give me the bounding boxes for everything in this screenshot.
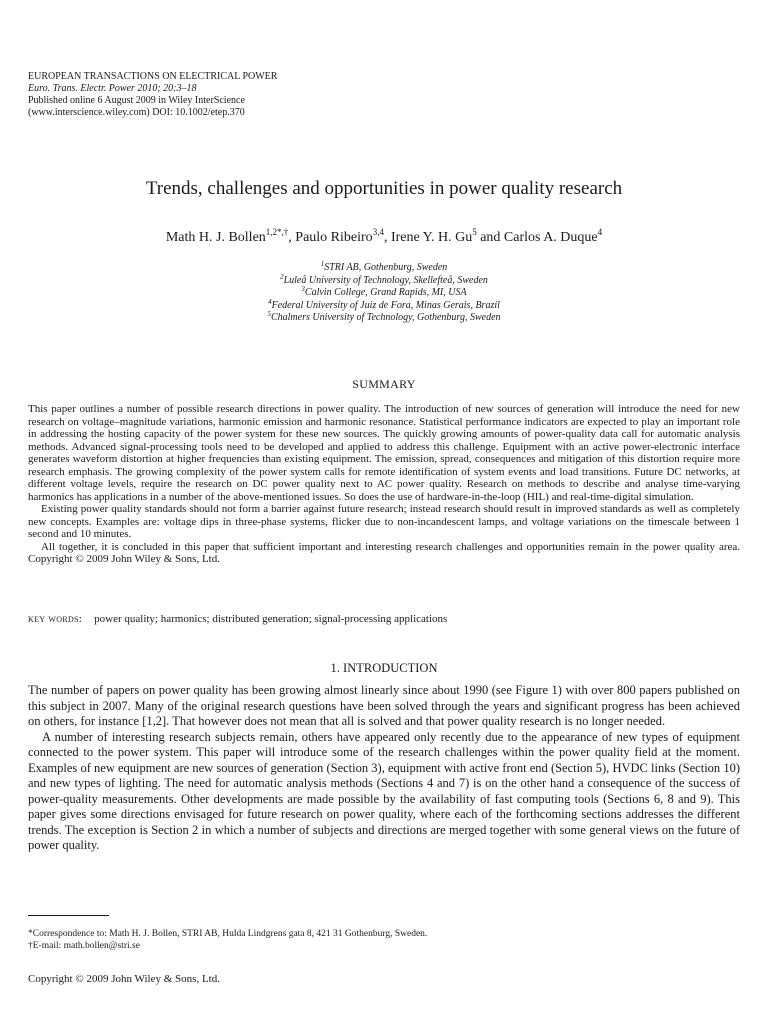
author-affiliation-marker: 4 <box>597 227 603 237</box>
affiliation-text: Chalmers University of Technology, Gothenburg, Sweden <box>270 312 501 323</box>
author-name: Math H. J. Bollen <box>165 230 266 245</box>
affiliation-text: STRI AB, Gothenburg, Sweden <box>324 262 448 273</box>
affiliation-item <box>0 262 768 275</box>
summary-body <box>28 403 740 566</box>
journal-header <box>28 71 277 119</box>
affiliation-text: Luleå University of Technology, Skellefteå, Sweden <box>283 274 488 286</box>
author-name: Paulo Ribeiro <box>295 230 373 245</box>
author-separator: , <box>383 230 391 245</box>
author-affiliation-marker: 1,2*,† <box>265 227 289 237</box>
author-separator: and <box>476 230 504 245</box>
body-paragraph: The number of papers on power quality has been growing almost linearly since about 1990 (see Figure 1) with over 800 papers published on this subject in 2007. Many of the original research questions have been solved through the years and significant progress has been achieved on others, for instance [1,2]. That however does not mean that all is solved and that power quality research is no longer needed. <box>28 683 740 728</box>
summary-heading: SUMMARY <box>352 377 416 391</box>
footnotes <box>28 928 740 952</box>
author-list <box>0 229 768 247</box>
author-name: Irene Y. H. Gu <box>390 230 473 245</box>
affiliation-item <box>0 297 768 313</box>
author-affiliation-marker: 5 <box>472 227 477 237</box>
copyright-notice: Copyright © 2009 John Wiley & Sons, Ltd. <box>28 973 220 985</box>
summary-paragraph: This paper outlines a number of possible research directions in power quality. The introduction of new sources of generation will introduce the need for new research on voltage–magnitude variations, harmonic emission and harmonic resonance. Statistical performance indicators are expected to play an important role in addressing the hosting capacity of the power system for these new sources. The quickly growing amounts of power-quality data call for automatic analysis methods. Advanced signal-processing tools need to be developed and applied to address this challenge. Equipment with an active power-electronic interface generates waveform distortion at higher frequencies than existing equipment. The emission, spread, consequences and mitigation of this distortion require more research emphasis. The growing complexity of the power system calls for remote identification of system events and load transitions. Future DC networks, at different voltage levels, require the research on DC power quality next to AC power quality. Research on methods to describe and analyse time-varying harmonics has applications in a number of the above-mentioned issues. So does the use of hardware-in-the-loop (HIL) and real-time-digital simulation. <box>28 403 740 503</box>
publication-date: Published online 6 August 2009 in Wiley InterScience <box>28 95 245 106</box>
author-name: Carlos A. Duque <box>503 230 598 245</box>
body-paragraph: A number of interesting research subjects remain, others have appeared only recently due to the appearance of new types of equipment connected to the power system. This paper will introduce some of the research challenges within the power quality field at the moment. Examples of new equipment are new sources of generation (Section 3), equipment with active front end (Section 5), HVDC links (Section 10) and new types of lighting. The need for automatic analysis methods (Sections 4 and 7) is on the other hand a consequence of the success of power-quality measurements. Other developments are made possible by the availability of fast computing tools (Sections 6, 8 and 9). This paper gives some directions envisaged for future research on power quality, where each of the forthcoming sections addresses the different trends. The exception is Section 2 in which a number of subjects and directions are merged together with some general views on the future of power quality. <box>28 729 740 852</box>
summary-paragraph: All together, it is concluded in this paper that sufficient important and interesting research challenges and opportunities remain in the power quality area. Copyright © 2009 John Wiley & Sons, Ltd. <box>28 540 740 565</box>
affiliation-number: 4 <box>268 297 272 306</box>
paper-title: Trends, challenges and opportunities in power quality research <box>145 178 623 199</box>
affiliation-number: 3 <box>301 285 305 293</box>
keywords-text: power quality; harmonics; distributed generation; signal-processing applications <box>94 613 448 625</box>
journal-name: EUROPEAN TRANSACTIONS ON ELECTRICAL POWER <box>28 71 278 82</box>
footnote-divider <box>28 915 109 916</box>
doi-line: (www.interscience.wiley.com) DOI: 10.1002/etep.370 <box>28 107 245 118</box>
footnote-correspondence: *Correspondence to: Math H. J. Bollen, STRI AB, Hulda Lindgrens gata 8, 421 31 Gothenburg, Sweden. <box>28 929 428 939</box>
keywords-label: key words: <box>28 613 83 625</box>
affiliation-text: Federal University of Juiz de Fora, Minas Gerais, Brazil <box>271 299 500 311</box>
affiliation-number: 2 <box>280 272 284 281</box>
affiliation-item <box>0 287 768 300</box>
introduction-body <box>28 683 740 854</box>
author-separator: , <box>288 230 296 245</box>
journal-citation: Euro. Trans. Electr. Power 2010; 20:3–18 <box>28 83 197 94</box>
affiliation-text: Calvin College, Grand Rapids, MI, USA <box>304 287 467 298</box>
keywords-line <box>28 613 740 626</box>
section-heading-introduction: 1. INTRODUCTION <box>330 661 438 675</box>
affiliation-item <box>0 312 768 325</box>
footnote-email: †E-mail: math.bollen@stri.se <box>28 941 140 951</box>
affiliation-list <box>0 262 768 325</box>
summary-paragraph: Existing power quality standards should not form a barrier against future research; instead research should result in improved standards as well as completely new concepts. Examples are: voltage dips in three-phase systems, flicker due to non-incandescent lamps, and voltage variations on the timescale between 1 second and 10 minutes. <box>28 503 740 540</box>
affiliation-item <box>0 272 768 288</box>
affiliation-number: 5 <box>267 310 271 318</box>
author-affiliation-marker: 3,4 <box>372 227 384 237</box>
affiliation-number: 1 <box>320 260 325 268</box>
